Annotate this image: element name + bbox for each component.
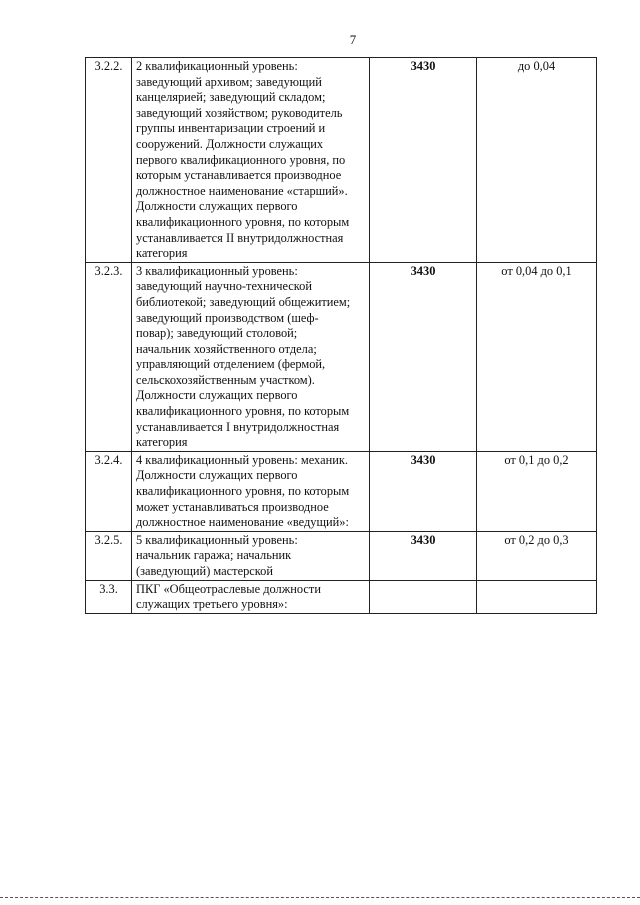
description-line: может устанавливаться производное [136,499,329,514]
row-number: 3.2.4. [86,451,132,531]
row-coefficient: от 0,2 до 0,3 [477,531,597,580]
row-coefficient: до 0,04 [477,58,597,263]
table-row [86,580,597,613]
description-line: библиотекой; заведующий общежитием; [136,294,351,309]
table-row [86,58,597,263]
description-line: должностное наименование «ведущий»: [136,515,349,530]
description-line: ПКГ «Общеотраслевые должности [136,581,321,596]
description-line: 5 квалификационный уровень: [136,532,298,547]
description-line: которым устанавливается производное [136,168,342,183]
description-line: служащих третьего уровня»: [136,597,288,612]
description-line: канцелярией; заведующий складом; [136,90,326,105]
description-line: заведующий производством (шеф- [136,310,319,325]
row-sum: 3430 [370,262,477,451]
description-line: управляющий отделением (фермой, [136,357,326,372]
description-line: группы инвентаризации строений и [136,121,326,136]
row-sum: 3430 [370,531,477,580]
description-line: квалификационного уровня, по которым [136,484,350,499]
description-line: начальник хозяйственного отдела; [136,341,317,356]
row-coefficient: от 0,04 до 0,1 [477,262,597,451]
row-description [132,531,370,580]
description-line: сооружений. Должности служащих [136,136,324,151]
description-line: (заведующий) мастерской [136,564,273,579]
page-number: 7 [349,32,357,47]
description-line: устанавливается I внутридолжностная [136,419,340,434]
table-row [86,262,597,451]
table-row [86,451,597,531]
row-number: 3.2.2. [86,58,132,263]
description-line: категория [136,246,188,261]
row-sum [370,580,477,613]
description-line: квалификационного уровня, по которым [136,404,350,419]
salary-table [85,57,597,614]
row-sum: 3430 [370,451,477,531]
description-line: Должности служащих первого [136,199,298,214]
description-line: квалификационного уровня, по которым [136,214,350,229]
description-line: устанавливается II внутридолжностная [136,230,344,245]
description-line: сельскохозяйственным участком). [136,372,315,387]
row-number: 3.2.3. [86,262,132,451]
row-description [132,451,370,531]
description-line: заведующий научно-технической [136,279,313,294]
description-line: начальник гаража; начальник [136,548,292,563]
row-number: 3.2.5. [86,531,132,580]
description-line: должностное наименование «старший». [136,183,348,198]
row-number: 3.3. [86,580,132,613]
row-description [132,58,370,263]
description-line: Должности служащих первого [136,468,298,483]
row-coefficient [477,580,597,613]
description-line: 4 квалификационный уровень: механик. [136,452,348,467]
row-coefficient: от 0,1 до 0,2 [477,451,597,531]
page-bottom-divider [0,897,640,898]
description-line: заведующий хозяйством; руководитель [136,105,343,120]
description-line: 2 квалификационный уровень: [136,59,298,73]
description-line: категория [136,435,188,450]
row-sum: 3430 [370,58,477,263]
table-row [86,531,597,580]
row-description [132,580,370,613]
description-line: 3 квалификационный уровень: [136,263,298,278]
row-description [132,262,370,451]
description-line: заведующий архивом; заведующий [136,74,322,89]
description-line: первого квалификационного уровня, по [136,152,346,167]
description-line: повар); заведующий столовой; [136,326,298,341]
description-line: Должности служащих первого [136,388,298,403]
